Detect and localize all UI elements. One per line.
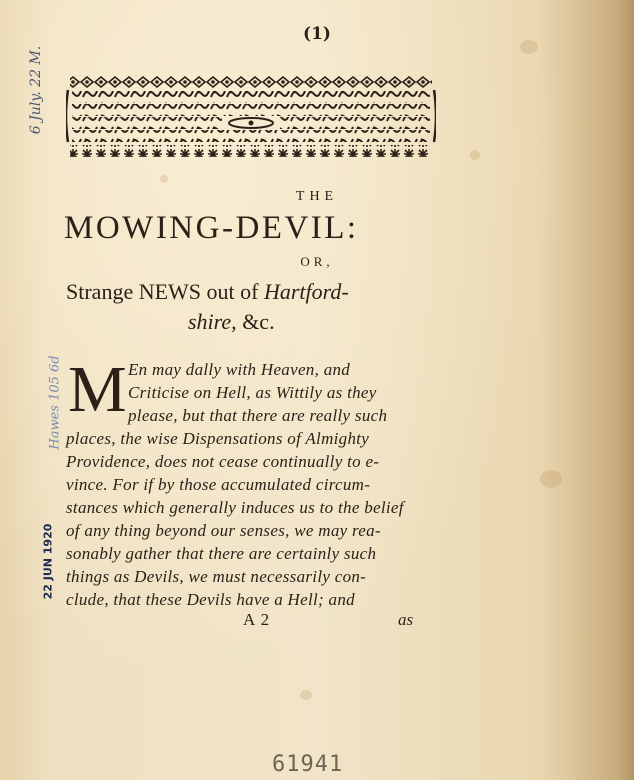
- margin-handwritten-date: 6 July. 22 M.: [28, 45, 45, 135]
- catchword: as: [398, 610, 414, 629]
- body-text-line: vince. For if by those accumulated circum-: [66, 475, 371, 494]
- printers-ornament-headpiece: [66, 76, 436, 158]
- library-date-stamp: 22 JUN 1920: [41, 523, 55, 600]
- body-text-line: clude, that these Devils have a Hell; and: [66, 590, 355, 609]
- body-text-line: Providence, does not cease continually to e-: [66, 452, 380, 471]
- subtitle-line-1: [66, 279, 349, 305]
- body-text-line: En may dally with Heaven, and: [128, 360, 351, 379]
- body-text-line: stances which generally induces us to the belief: [66, 498, 404, 517]
- foxing-spot: [160, 175, 168, 183]
- subtitle-line-2: [188, 309, 275, 335]
- main-title: MOWING-DEVIL:: [64, 210, 359, 246]
- subtitle-etc: &c.: [236, 309, 275, 334]
- foxing-spot: [300, 690, 312, 700]
- body-text-line: please, but that there are really such: [128, 406, 388, 425]
- foxing-spot: [540, 470, 562, 488]
- body-text-line: of any thing beyond our senses, we may rea-: [66, 521, 381, 540]
- foxing-spot: [470, 150, 480, 160]
- margin-handwritten-note: Hawes 105 6d: [47, 355, 63, 450]
- body-text-line: sonably gather that there are certainly such: [66, 544, 377, 563]
- subtitle-place-cont: shire,: [188, 309, 237, 334]
- body-text-line: Criticise on Hell, as Wittily as they: [128, 383, 377, 402]
- subtitle-place: Hartford-: [263, 279, 349, 304]
- signature-mark: A 2: [243, 610, 271, 629]
- inventory-number: 61941: [272, 752, 344, 777]
- heading-the: THE: [295, 189, 339, 204]
- body-text-line: places, the wise Dispensations of Almighty: [66, 429, 370, 448]
- heading-or: OR,: [300, 254, 334, 269]
- body-text-line: things as Devils, we must necessarily con-: [66, 567, 367, 586]
- drop-cap: M: [68, 353, 127, 426]
- subtitle-text: Strange NEWS out of: [66, 279, 264, 304]
- page-number: (1): [303, 24, 331, 44]
